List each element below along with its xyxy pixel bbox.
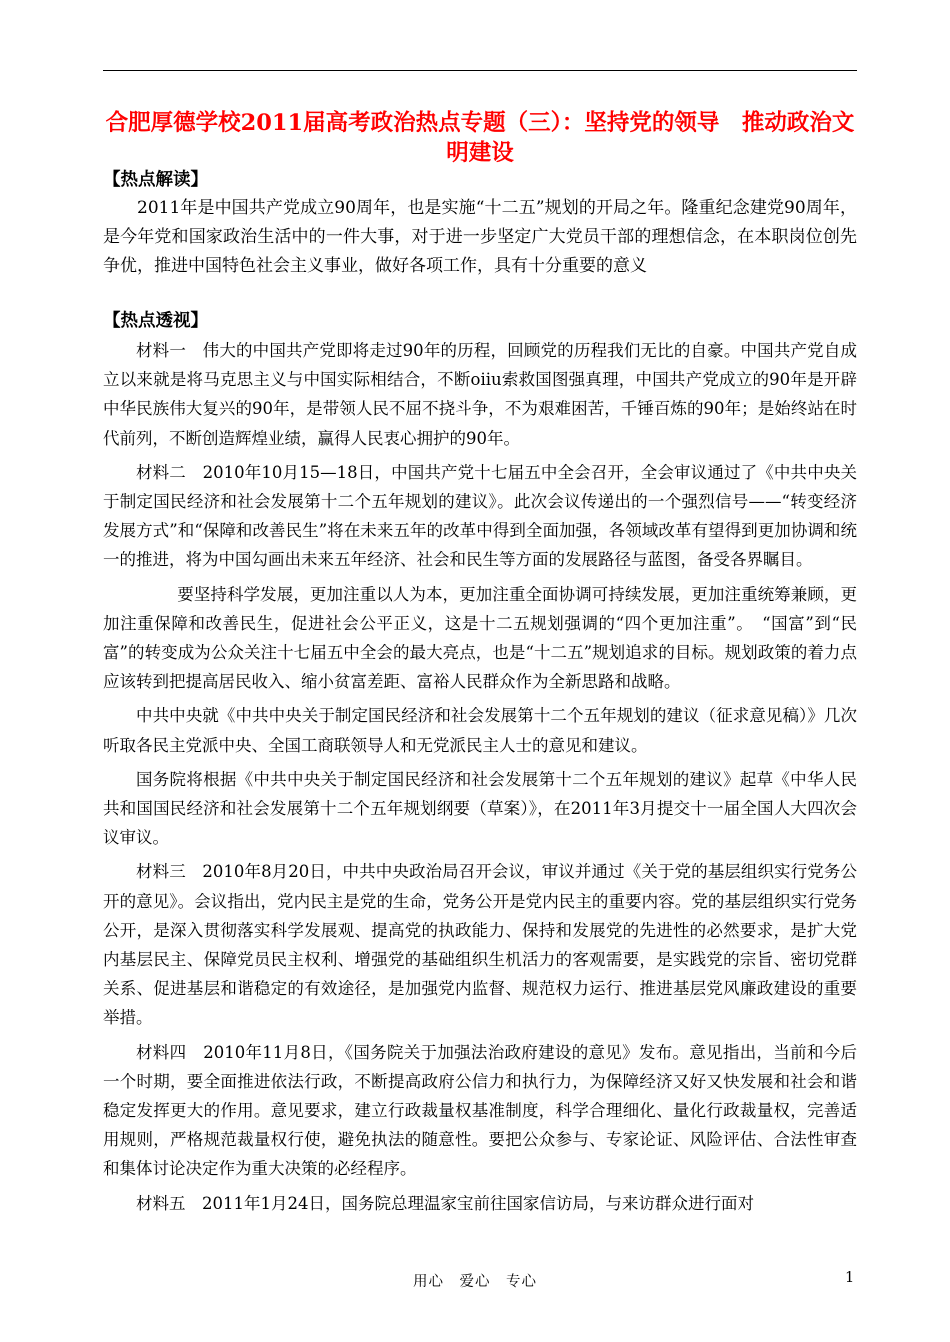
section-heading-perspective: 【热点透视】 xyxy=(103,311,208,331)
material-four-paragraph: 材料四 2010年11月8日，《国务院关于加强法治政府建设的意见》发布。意见指出，当前和今后一个时期，要全面推进依法行政，不断提高政府公信力和执行力，为保障经济又好又快发展和社会和谐稳定发挥更大的作用。意见要求，建立行政裁量权基准制度，科学合理细化、量化行政裁量权，完善适用规则，严格规范裁量权行使，避免执法的随意性。要把公众参与、专家论证、风险评估、合法性审查和集体讨论决定作为重大决策的必经程序。 xyxy=(103,1042,857,1179)
materials-body xyxy=(103,336,857,1223)
footer-motto: 用心 爱心 专心 xyxy=(413,1274,537,1290)
central-committee-paragraph: 中共中央就《中共中央关于制定国民经济和社会发展第十二个五年规划的建议（征求意见稿）》几次听取各民主党派中央、全国工商联领导人和无党派民主人士的意见和建议。 xyxy=(103,706,857,755)
intro-paragraph: 2011年是中国共产党成立90周年，也是实施“十二五”规划的开局之年。隆重纪念建党90周年，是今年党和国家政治生活中的一件大事，对于进一步坚定广大党员干部的理想信念，在本职岗位创先争优，推进中国特色社会主义事业，做好各项工作，具有十分重要的意义 xyxy=(103,198,857,276)
state-council-paragraph: 国务院将根据《中共中央关于制定国民经济和社会发展第十二个五年规划的建议》起草《中华人民共和国国民经济和社会发展第十二个五年规划纲要（草案）》，在2011年3月提交十一届全国人大四次会议审议。 xyxy=(103,769,857,848)
material-two-paragraph: 材料二 2010年10月15—18日，中国共产党十七届五中全会召开，全会审议通过了《中共中央关于制定国民经济和社会发展第十二个五年规划的建议》。此次会议传递出的一个强烈信号——“转变经济发展方式”和“保障和改善民生”将在未来五年的改革中得到全面加强，各领域改革有望得到更加协调和统一的推进，将为中国勾画出未来五年经济、社会和民生等方面的发展路径与蓝图，备受各界瞩目。 xyxy=(103,462,857,570)
page-number: 1 xyxy=(845,1270,855,1286)
material-five-paragraph: 材料五 2011年1月24日，国务院总理温家宝前往国家信访局，与来访群众进行面对 xyxy=(136,1193,754,1213)
section-heading-reading: 【热点解读】 xyxy=(103,170,208,190)
material-three-paragraph: 材料三 2010年8月20日，中共中央政治局召开会议，审议并通过《关于党的基层组织实行党务公开的意见》。会议指出，党内民主是党的生命，党务公开是党内民主的重要内容。党的基层组织实行党务公开，是深入贯彻落实科学发展观、提高党的执政能力、保持和发展党的先进性的必然要求，是扩大党内基层民主、保障党员民主权利、增强党的基础组织生机活力的客观需要，是实践党的宗旨、密切党群关系、促进基层和谐稳定的有效途径，是加强党内监督、规范权力运行、推进基层党风廉政建设的重要举措。 xyxy=(103,862,857,1028)
material-two-followup-paragraph: 要坚持科学发展，更加注重以人为本，更加注重全面协调可持续发展，更加注重统筹兼顾，更加注重保障和改善民生，促进社会公平正义，这是十二五规划强调的“四个更加注重”。 “国富”到“民富”的转变成为公众关注十七届五中全会的最大亮点，也是“十二五”规划追求的目标。规划政策的着力点应该转到把提高居民收入、缩小贫富差距、富裕人民群众作为全新思路和战略。 xyxy=(103,584,857,692)
header-rule xyxy=(103,70,857,71)
material-one-paragraph: 材料一 伟大的中国共产党即将走过90年的历程，回顾党的历程我们无比的自豪。中国共产党自成立以来就是将马克思主义与中国实际相结合，不断oiiu索救国图强真理，中国共产党成立的90年是开辟中华民族伟大复兴的90年，是带领人民不屈不挠斗争，不为艰难困苦，千锤百炼的90年；是始终站在时代前列，不断创造辉煌业绩，赢得人民衷心拥护的90年。 xyxy=(103,341,857,448)
page-title: 合肥厚德学校2011届高考政治热点专题（三）：坚持党的领导 推动政治文明建设 xyxy=(105,110,855,166)
